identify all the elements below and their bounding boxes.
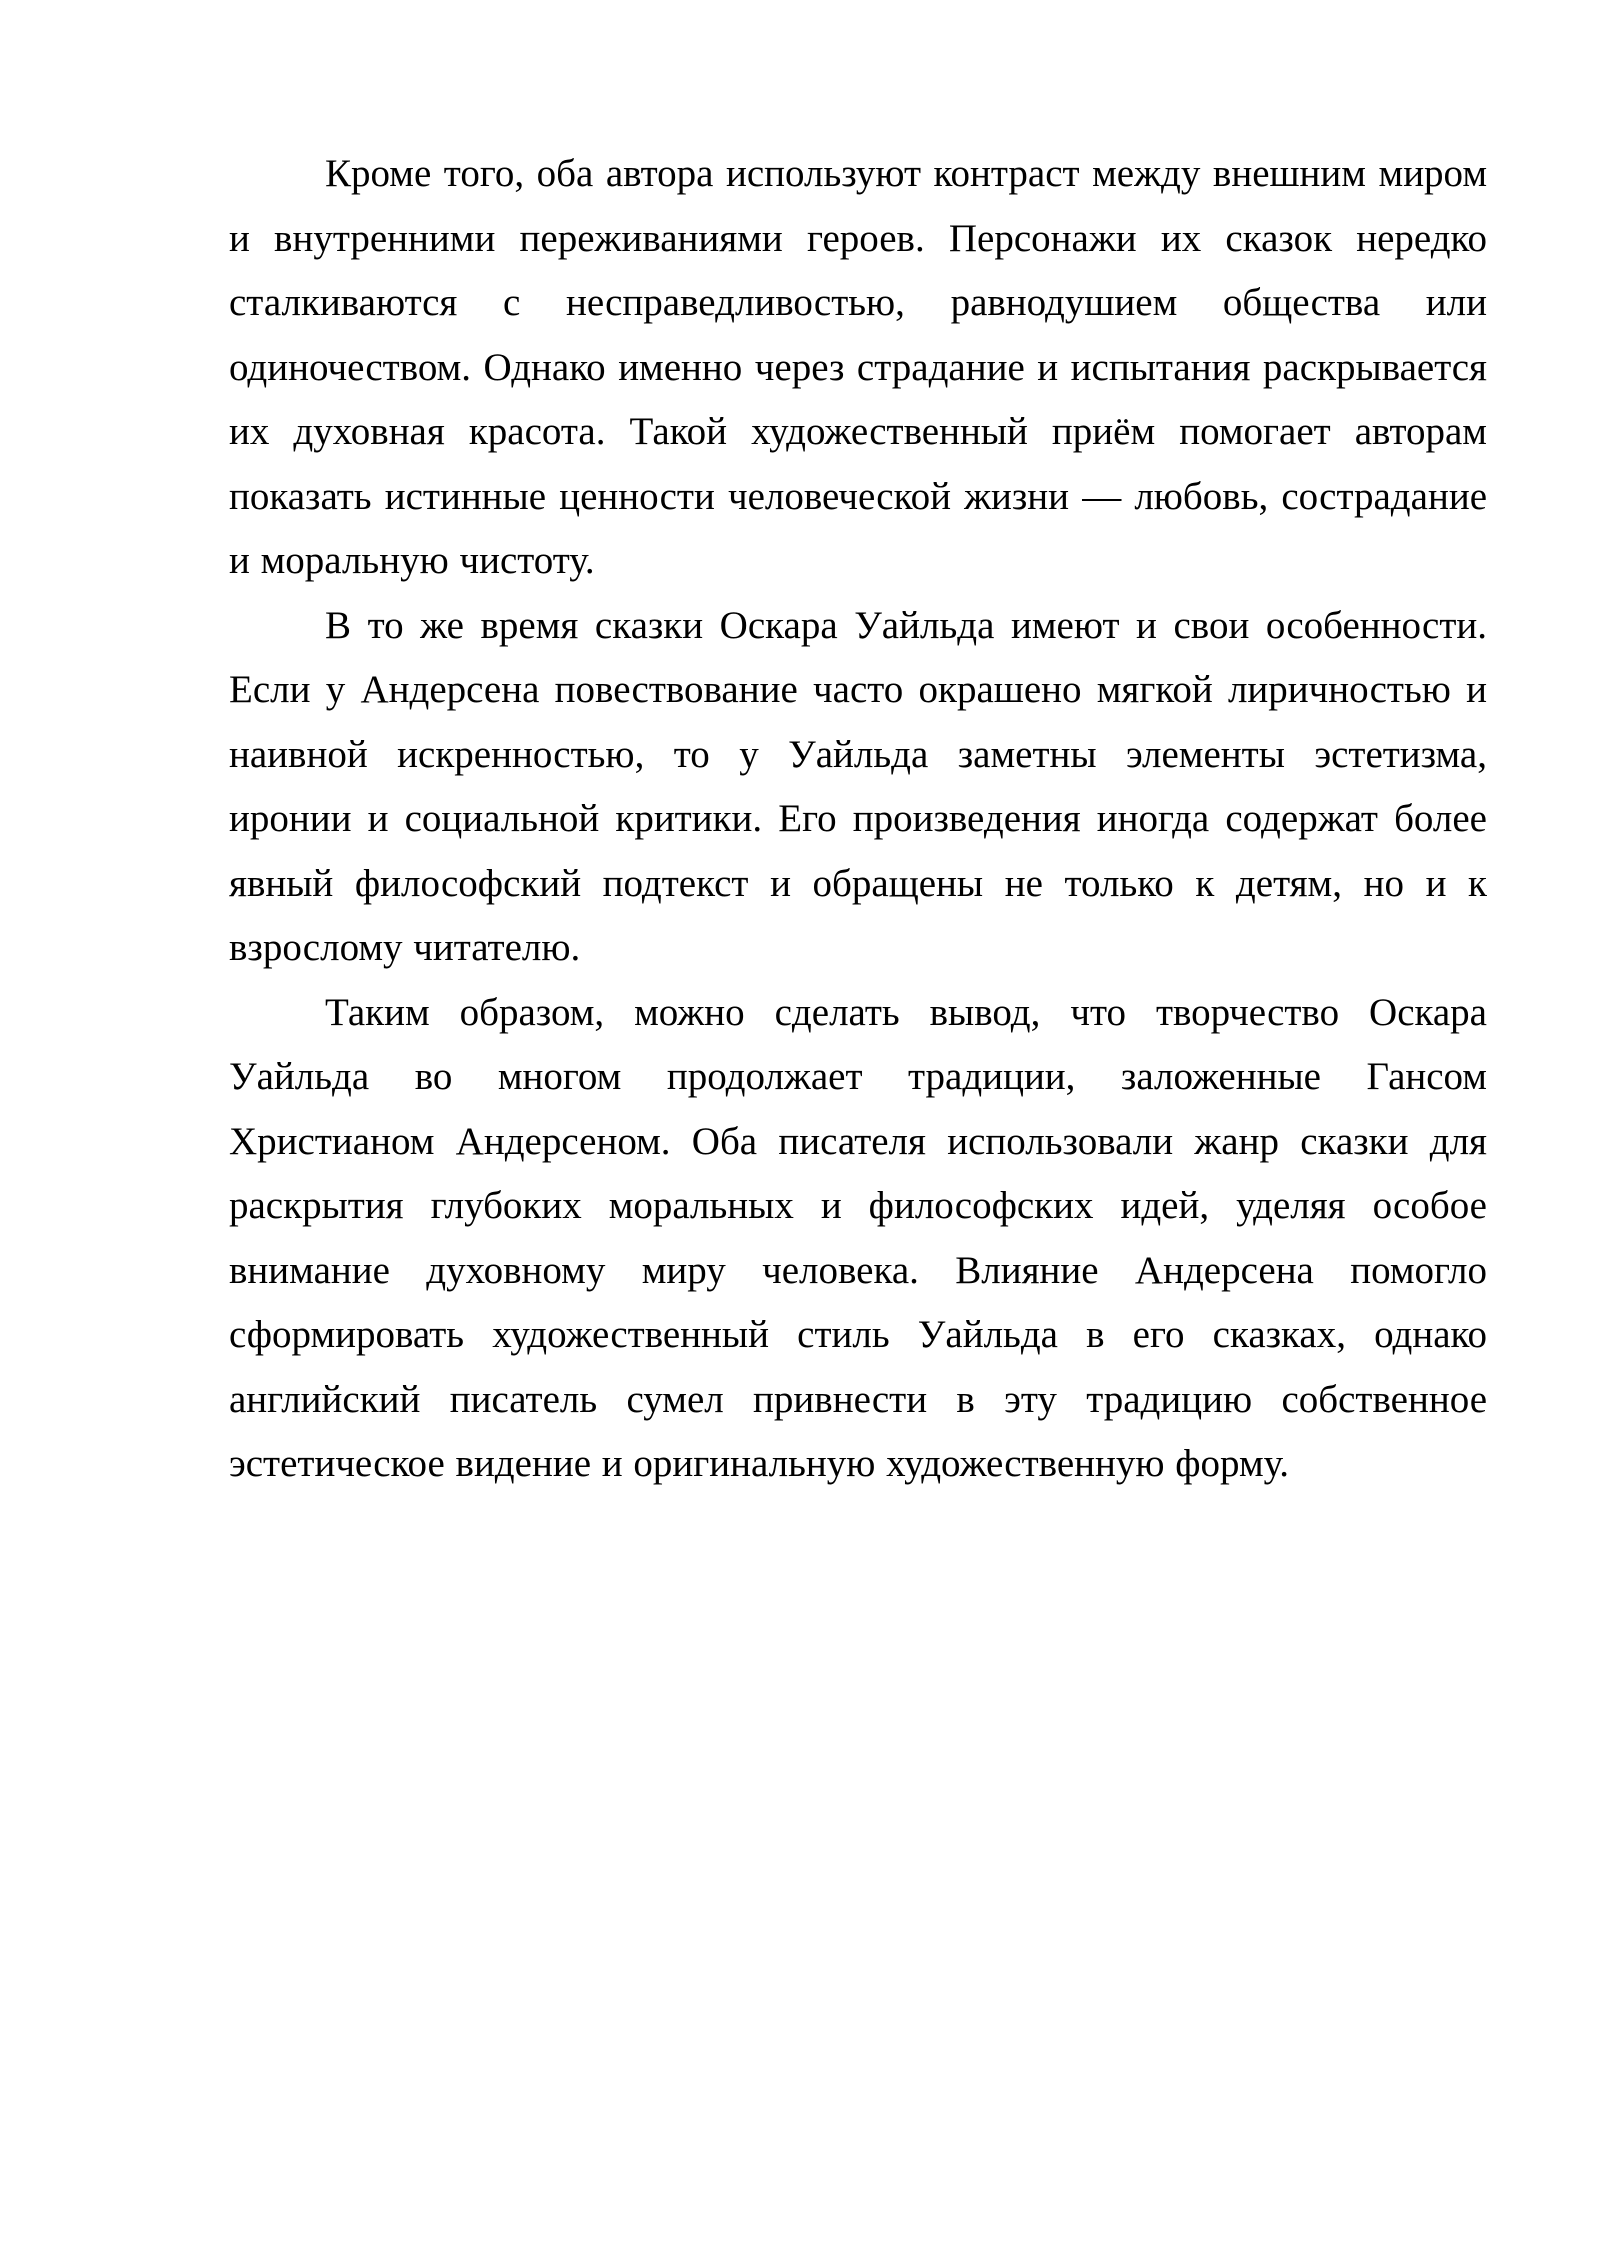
paragraph-wilde-peculiarities: В то же время сказки Оскара Уайльда имеют и свои особенности. Если у Андерсена повествование часто окрашено мягкой лиричностью и наивной искренностью, то у Уайльда заметны элементы эстетизма, иронии и социальной критики. Его произведения иногда содержат более явный философский подтекст и обращены не только к детям, но и к взрослому читателю. [229, 603, 1487, 969]
paragraph-contrast-inner-world: Кроме того, оба автора используют контраст между внешним миром и внутренними переживаниями героев. Персонажи их сказок нередко сталкиваются с несправедливостью, равнодушием общества или одиночеством. Однако именно через страдание и испытания раскрывается их духовная красота. Такой художественный приём помогает авторам показать истинные ценности человеческой жизни — любовь, сострадание и моральную чистоту. [229, 152, 1487, 582]
paragraph-conclusion: Таким образом, можно сделать вывод, что творчество Оскара Уайльда во многом продолжает традиции, заложенные Гансом Христианом Андерсеном. Оба писателя использовали жанр сказки для раскрытия глубоких моральных и философских идей, уделяя особое внимание духовному миру человека. Влияние Андерсена помогло сформировать художественный стиль Уайльда в его сказках, однако английский писатель сумел привнести в эту традицию собственное эстетическое видение и оригинальную художественную форму. [229, 990, 1487, 1485]
